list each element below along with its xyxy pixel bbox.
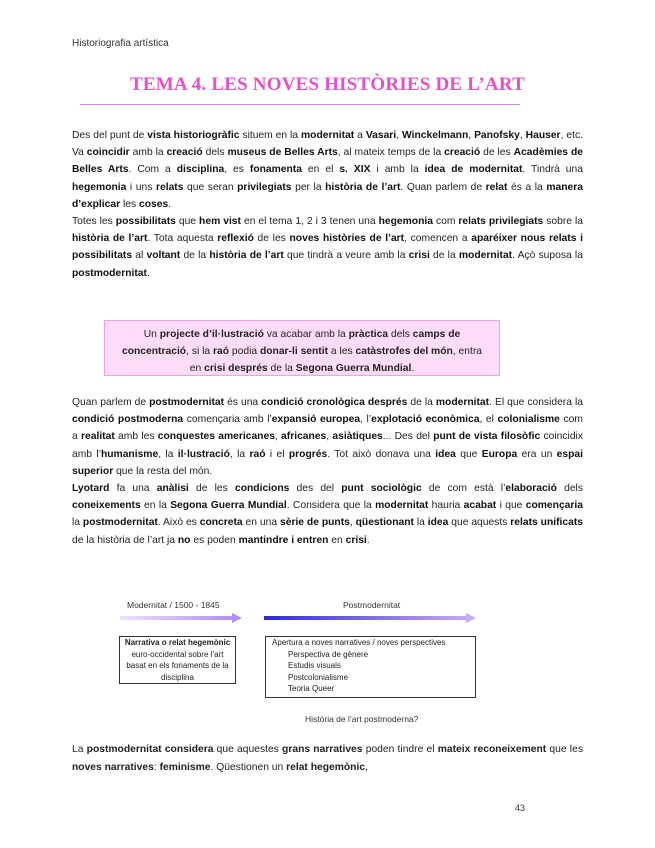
bold-term: humanisme	[100, 448, 159, 460]
bold-term: punt de vista filosòfic	[433, 431, 541, 443]
bold-term: raó	[249, 448, 266, 460]
bold-term: Winckelmann	[401, 130, 469, 141]
bold-term: Segona Guerra Mundial	[295, 363, 412, 374]
bold-term: projecte d’il·lustració	[159, 329, 264, 340]
list-item: Perspectiva de gènere	[288, 649, 369, 659]
bold-term: fonamenta	[249, 164, 302, 176]
bold-term: història de l’art	[72, 233, 148, 245]
bold-term: hegemonia	[72, 181, 127, 193]
bold-term: idea	[435, 448, 456, 460]
bold-term: postmodernitat	[149, 397, 225, 408]
postmodernity-paragraph: Quan parlem de postmodernitat és una condició cronològica després de la modernitat. El que considera la condició postmoderna començaria amb l’expansió europea, l’explotació econòmica, el colonialisme com a realitat amb les conquestes americanes, africanes, asiàtiques... Des del punt de vista filosòfic coincidix amb l’humanisme, la il·lustració, la raó i el progrés. Tot això donava una idea que Europa era un espai superior que la resta del món. Lyotard fa una anàlisi de les condicions des del punt sociològic de com està l’elaboració dels coneixements en la Segona Guerra Mundial. Considera que la modernitat hauria acabat i que començaria la postmodernitat. Això es concreta en una sèrie de punts, qüestionant la idea que aquests relats unificats de la història de l’art ja no es poden mantindre i entren en crisi.	[72, 397, 584, 546]
bold-term: considera	[164, 744, 214, 755]
closing-paragraph: La postmodernitat considera que aquestes grans narratives poden tindre el mateix reconeixement que les noves narratives: feminisme. Qüestionen un relat hegemònic,	[72, 744, 583, 773]
modernity-arrow-icon	[120, 613, 242, 623]
box-line: euro-occidental sobre l’art	[131, 649, 224, 659]
bold-term: museus de Belles Arts	[227, 147, 338, 159]
bold-term: crisi després	[204, 363, 268, 374]
bold-term: acabat	[463, 500, 497, 512]
bold-term: africanes	[281, 431, 327, 443]
box-line: disciplina	[161, 672, 194, 682]
bold-term: crisi	[408, 250, 430, 262]
bold-term: Lyotard	[72, 483, 110, 495]
bold-term: disciplina	[176, 164, 225, 176]
box-title: Apertura a noves narratives / noves perspectives	[272, 638, 446, 647]
bold-term: començaria	[525, 500, 583, 512]
bold-term: idea	[427, 517, 449, 529]
bold-term: qüestionant	[355, 517, 414, 529]
bold-term: relats	[155, 181, 184, 193]
bold-term: catàstrofes del món	[355, 346, 453, 357]
bold-term: modernitat	[458, 250, 513, 262]
bold-term: sèrie de punts	[279, 517, 350, 529]
bold-term: no	[177, 534, 191, 546]
bold-term: feminisme	[159, 761, 211, 773]
bold-term: pràctica	[348, 329, 389, 340]
list-item: Estudis visuals	[288, 661, 341, 671]
bold-term: Acadèmies de Belles Arts	[72, 147, 583, 176]
bold-term: grans narratives	[282, 744, 363, 755]
bold-term: raó	[213, 346, 230, 357]
bold-term: aparéixer nous relats i possibilitats	[72, 233, 583, 262]
bold-term: donar-li sentit	[259, 346, 329, 357]
bold-term: postmodernitat	[86, 744, 162, 755]
bold-term: concreta	[199, 517, 243, 529]
hegemonic-narrative-box	[119, 636, 236, 684]
bold-term: coses	[138, 198, 169, 210]
bold-term: postmodernitat	[72, 267, 147, 279]
bold-term: explotació econòmica	[371, 414, 480, 426]
bold-term: s. XIX	[339, 164, 371, 176]
bold-term: crisi	[345, 534, 367, 546]
bold-term: creació	[444, 147, 481, 159]
bold-term: Hauser	[525, 130, 561, 141]
bold-term: relats privilegiats	[458, 216, 544, 228]
bold-term: creació	[166, 147, 203, 159]
bold-term: possibilitats	[115, 216, 176, 228]
bold-term: postmodernitat	[82, 517, 158, 529]
bold-term: privilegiats	[237, 181, 292, 193]
bold-term: reflexió	[217, 233, 254, 245]
bold-term: hem vist	[199, 216, 241, 228]
diagram-left-label: Modernitat / 1500 - 1845	[127, 600, 220, 610]
bold-term: mateix reconeixement	[437, 744, 547, 755]
bold-term: Panofsky	[474, 130, 520, 141]
bold-term: voltant	[146, 250, 181, 262]
bold-term: realitat	[81, 431, 115, 443]
bold-term: asiàtiques	[332, 431, 383, 443]
bold-term: Vasari	[365, 130, 397, 141]
bold-term: anàlisi	[156, 483, 189, 495]
bold-term: modernitat	[435, 397, 490, 408]
bold-term: mantindre i entren	[238, 534, 329, 546]
page-title: TEMA 4. LES NOVES HISTÒRIES DE L’ART	[130, 74, 525, 95]
bold-term: vista historiogràfic	[147, 130, 240, 141]
box-line: Narrativa o relat hegemònic	[124, 638, 231, 647]
bold-term: noves narratives	[72, 761, 154, 773]
box-line: basat en els fonaments de la	[126, 661, 229, 671]
bold-term: relats unificats	[510, 517, 584, 529]
bold-term: noves històries de l’art	[289, 233, 405, 245]
intro-paragraph: Des del punt de vista historiogràfic situem en la modernitat a Vasari, Winckelmann, Panofsky, Hauser, etc. Va coincidir amb la creació dels museus de Belles Arts, al mateix temps de la creació de les Acadèmies de Belles Arts. Com a disciplina, es fonamenta en el s. XIX i amb la idea de modernitat. Tindrà una hegemonia i uns relats que seran privilegiats per la història de l’art. Quan parlem de relat és a la manera d’explicar les coses. Totes les possibilitats que hem vist en el tema 1, 2 i 3 tenen una hegemonia com relats privilegiats sobre la història de l’art. Tota aquesta reflexió de les noves històries de l’art, comencen a aparéixer nous relats i possibilitats al voltant de la història de l’art que tindrà a veure amb la crisi de la modernitat. Açò suposa la postmodernitat.	[72, 130, 584, 279]
bold-term: expansió europea	[271, 414, 361, 426]
bold-term: idea de modernitat	[424, 164, 523, 176]
bold-term: elaboració	[505, 483, 557, 495]
bold-term: Segona Guerra Mundial	[170, 500, 287, 512]
bold-term: manera d’explicar	[72, 181, 583, 210]
bold-term: conquestes americanes	[157, 431, 275, 443]
bold-term: colonialisme	[497, 414, 560, 426]
postmodernity-arrow-icon	[264, 613, 476, 623]
bold-term: il·lustració	[177, 448, 230, 460]
bold-term: camps de concentració	[122, 329, 461, 357]
highlight-callout: Un projecte d’il·lustració va acabar amb la pràctica dels camps de concentració, si la raó podia donar-li sentit a les catàstrofes del món, entra en crisi després de la Segona Guerra Mundial.	[104, 320, 500, 376]
bold-term: història de l’art	[325, 181, 401, 193]
bold-term: condició postmoderna	[72, 414, 184, 426]
bold-term: condicions	[234, 483, 290, 495]
diagram-right-label: Postmodernitat	[343, 600, 401, 610]
bold-term: progrés	[288, 448, 328, 460]
list-item: Postcolonialisme	[288, 672, 349, 682]
bold-term: modernitat	[375, 500, 429, 512]
diagram-caption: Història de l’art postmoderna?	[305, 714, 419, 724]
new-narratives-box	[265, 636, 476, 698]
bold-term: hegemonia	[378, 216, 433, 228]
bold-term: Europa	[481, 448, 518, 460]
bold-term: espai superior	[72, 448, 583, 477]
title-underline	[80, 104, 520, 105]
running-header: Historiografia artística	[72, 38, 169, 49]
bold-term: coneixements	[72, 500, 141, 512]
bold-term: modernitat	[301, 130, 355, 141]
list-item: Teoria Queer	[288, 684, 335, 694]
bold-term: relat hegemònic	[286, 761, 366, 773]
bold-term: relat	[485, 181, 508, 193]
bold-term: punt sociològic	[341, 483, 422, 495]
bold-term: història de l’art	[209, 250, 284, 262]
bold-term: coincidir	[86, 147, 130, 159]
bold-term: condició cronològica després	[261, 397, 408, 408]
page-number: 43	[515, 803, 526, 813]
